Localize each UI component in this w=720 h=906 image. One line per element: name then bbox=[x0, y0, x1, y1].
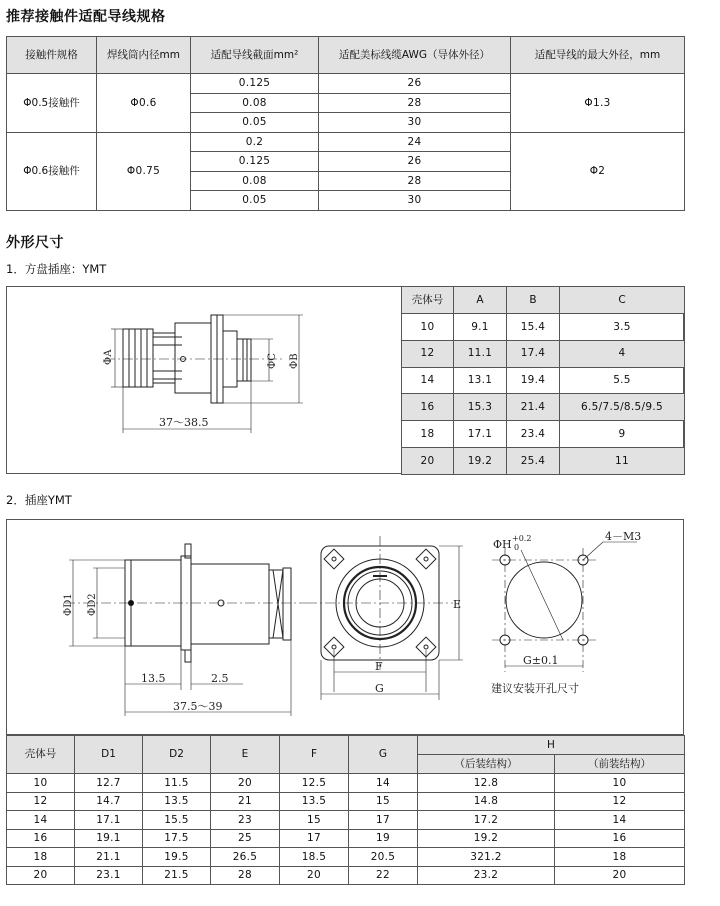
header-contact: 接触件规格 bbox=[7, 37, 97, 74]
square-flange-receptacle-drawing bbox=[7, 287, 399, 473]
cell: 22 bbox=[349, 866, 418, 885]
cell: 18 bbox=[7, 848, 75, 867]
d2-label: ΦD2 bbox=[87, 593, 98, 616]
header-b: B bbox=[507, 287, 560, 314]
cell: 15.5 bbox=[143, 811, 211, 830]
cell: 9 bbox=[560, 421, 685, 448]
cell: 21.5 bbox=[143, 866, 211, 885]
header-section: 适配导线截面mm² bbox=[191, 37, 319, 74]
cell: 19.2 bbox=[418, 829, 555, 848]
cell: 321.2 bbox=[418, 848, 555, 867]
cell: 14 bbox=[402, 367, 454, 394]
header-max-od: 适配导线的最大外径，mm bbox=[511, 37, 685, 74]
cell: 15 bbox=[349, 792, 418, 811]
cell: 12 bbox=[402, 340, 454, 367]
cell: 20 bbox=[402, 447, 454, 474]
cell: 21.4 bbox=[507, 394, 560, 421]
cell: 12 bbox=[555, 792, 685, 811]
receptacle-dimension-table bbox=[6, 735, 685, 885]
cell: 19.5 bbox=[143, 848, 211, 867]
cell: 25 bbox=[211, 829, 280, 848]
header-awg: 适配美标线缆AWG（导体外径） bbox=[319, 37, 511, 74]
header-e: E bbox=[211, 736, 280, 774]
cell: 3.5 bbox=[560, 314, 685, 341]
awg-cell: 26 bbox=[319, 74, 511, 94]
cell: 13.5 bbox=[280, 792, 349, 811]
cell: 13.5 bbox=[143, 792, 211, 811]
subsection-label-1: 1．方盘插座：YMT bbox=[6, 262, 107, 276]
section-title-wire-spec: 推荐接触件适配导线规格 bbox=[6, 9, 166, 25]
cell: 11.5 bbox=[143, 774, 211, 793]
cell: 23.1 bbox=[75, 866, 143, 885]
square-flange-dimension-table bbox=[401, 286, 685, 475]
f-label: F bbox=[375, 660, 383, 673]
cell: 20.5 bbox=[349, 848, 418, 867]
cell: 20 bbox=[555, 866, 685, 885]
cell: 10 bbox=[555, 774, 685, 793]
header-shell: 壳体号 bbox=[402, 287, 454, 314]
section-cell: 0.08 bbox=[191, 171, 319, 191]
awg-cell: 28 bbox=[319, 171, 511, 191]
bore-cell: Φ0.75 bbox=[97, 132, 191, 210]
section-cell: 0.05 bbox=[191, 113, 319, 133]
cell: 12.5 bbox=[280, 774, 349, 793]
len1-label: 13.5 bbox=[141, 672, 166, 685]
header-d1: D1 bbox=[75, 736, 143, 774]
header-h-rear: （后装结构） bbox=[418, 755, 555, 774]
max-od-cell: Φ2 bbox=[511, 132, 685, 210]
cell: 23.4 bbox=[507, 421, 560, 448]
e-label: E bbox=[453, 598, 462, 611]
awg-cell: 24 bbox=[319, 132, 511, 152]
cell: 16 bbox=[402, 394, 454, 421]
cell: 19 bbox=[349, 829, 418, 848]
section-cell: 0.125 bbox=[191, 74, 319, 94]
cell: 26.5 bbox=[211, 848, 280, 867]
header-d2: D2 bbox=[143, 736, 211, 774]
awg-cell: 28 bbox=[319, 93, 511, 113]
cell: 14 bbox=[349, 774, 418, 793]
contact-cell: Φ0.5接触件 bbox=[7, 74, 97, 133]
cell: 23 bbox=[211, 811, 280, 830]
header-bore: 焊线筒内径mm bbox=[97, 37, 191, 74]
len2-label: 2.5 bbox=[211, 672, 229, 685]
cell: 14.8 bbox=[418, 792, 555, 811]
awg-cell: 26 bbox=[319, 152, 511, 172]
cell: 19.2 bbox=[454, 447, 507, 474]
g-label: G bbox=[375, 682, 384, 695]
h-label: ΦH bbox=[493, 538, 512, 551]
cell: 17.4 bbox=[507, 340, 560, 367]
bore-cell: Φ0.6 bbox=[97, 74, 191, 133]
cell: 18.5 bbox=[280, 848, 349, 867]
cell: 20 bbox=[280, 866, 349, 885]
phi-b-label: ΦB bbox=[289, 353, 300, 369]
cell: 13.1 bbox=[454, 367, 507, 394]
cell: 14 bbox=[7, 811, 75, 830]
header-c: C bbox=[560, 287, 685, 314]
section-cell: 0.05 bbox=[191, 191, 319, 211]
cell: 5.5 bbox=[560, 367, 685, 394]
awg-cell: 30 bbox=[319, 113, 511, 133]
max-od-cell: Φ1.3 bbox=[511, 74, 685, 133]
cell: 18 bbox=[402, 421, 454, 448]
cell: 17.1 bbox=[75, 811, 143, 830]
g-tol-label: G±0.1 bbox=[523, 654, 559, 667]
cell: 20 bbox=[7, 866, 75, 885]
length-label: 37～38.5 bbox=[159, 416, 209, 429]
cell: 10 bbox=[402, 314, 454, 341]
cell: 11.1 bbox=[454, 340, 507, 367]
section-title-dimensions: 外形尺寸 bbox=[6, 235, 64, 251]
cell: 15.4 bbox=[507, 314, 560, 341]
receptacle-drawing bbox=[7, 520, 683, 734]
header-h: H bbox=[418, 736, 685, 755]
cell: 4 bbox=[560, 340, 685, 367]
cell: 12 bbox=[7, 792, 75, 811]
cell: 17.5 bbox=[143, 829, 211, 848]
cell: 10 bbox=[7, 774, 75, 793]
cell: 11 bbox=[560, 447, 685, 474]
cell: 28 bbox=[211, 866, 280, 885]
m3-label: 4－M3 bbox=[605, 530, 642, 543]
cell: 17 bbox=[280, 829, 349, 848]
section-cell: 0.2 bbox=[191, 132, 319, 152]
len3-label: 37.5～39 bbox=[173, 700, 223, 713]
cell: 20 bbox=[211, 774, 280, 793]
wire-spec-table bbox=[6, 36, 685, 211]
cell: 15.3 bbox=[454, 394, 507, 421]
header-a: A bbox=[454, 287, 507, 314]
cell: 12.8 bbox=[418, 774, 555, 793]
cell: 14 bbox=[555, 811, 685, 830]
cell: 25.4 bbox=[507, 447, 560, 474]
cell: 16 bbox=[555, 829, 685, 848]
d1-label: ΦD1 bbox=[63, 593, 74, 616]
phi-a-label: ΦA bbox=[103, 349, 114, 365]
cell: 17 bbox=[349, 811, 418, 830]
header-g: G bbox=[349, 736, 418, 774]
cell: 21.1 bbox=[75, 848, 143, 867]
subsection-label-2: 2．插座YMT bbox=[6, 493, 72, 507]
header-f: F bbox=[280, 736, 349, 774]
awg-cell: 30 bbox=[319, 191, 511, 211]
cell: 17.2 bbox=[418, 811, 555, 830]
cell: 19.4 bbox=[507, 367, 560, 394]
cell: 19.1 bbox=[75, 829, 143, 848]
cell: 15 bbox=[280, 811, 349, 830]
cell: 18 bbox=[555, 848, 685, 867]
header-shell: 壳体号 bbox=[7, 736, 75, 774]
h-tol-up: +0.2 bbox=[512, 534, 532, 543]
cell: 6.5/7.5/8.5/9.5 bbox=[560, 394, 685, 421]
cell: 12.7 bbox=[75, 774, 143, 793]
section-cell: 0.125 bbox=[191, 152, 319, 172]
h-tol-down: 0 bbox=[514, 543, 520, 552]
contact-cell: Φ0.6接触件 bbox=[7, 132, 97, 210]
cell: 16 bbox=[7, 829, 75, 848]
cell: 9.1 bbox=[454, 314, 507, 341]
header-h-front: （前装结构） bbox=[555, 755, 685, 774]
cell: 21 bbox=[211, 792, 280, 811]
cutout-caption: 建议安装开孔尺寸 bbox=[491, 682, 579, 695]
phi-c-label: ΦC bbox=[267, 353, 278, 369]
section-cell: 0.08 bbox=[191, 93, 319, 113]
cell: 23.2 bbox=[418, 866, 555, 885]
cell: 17.1 bbox=[454, 421, 507, 448]
cell: 14.7 bbox=[75, 792, 143, 811]
